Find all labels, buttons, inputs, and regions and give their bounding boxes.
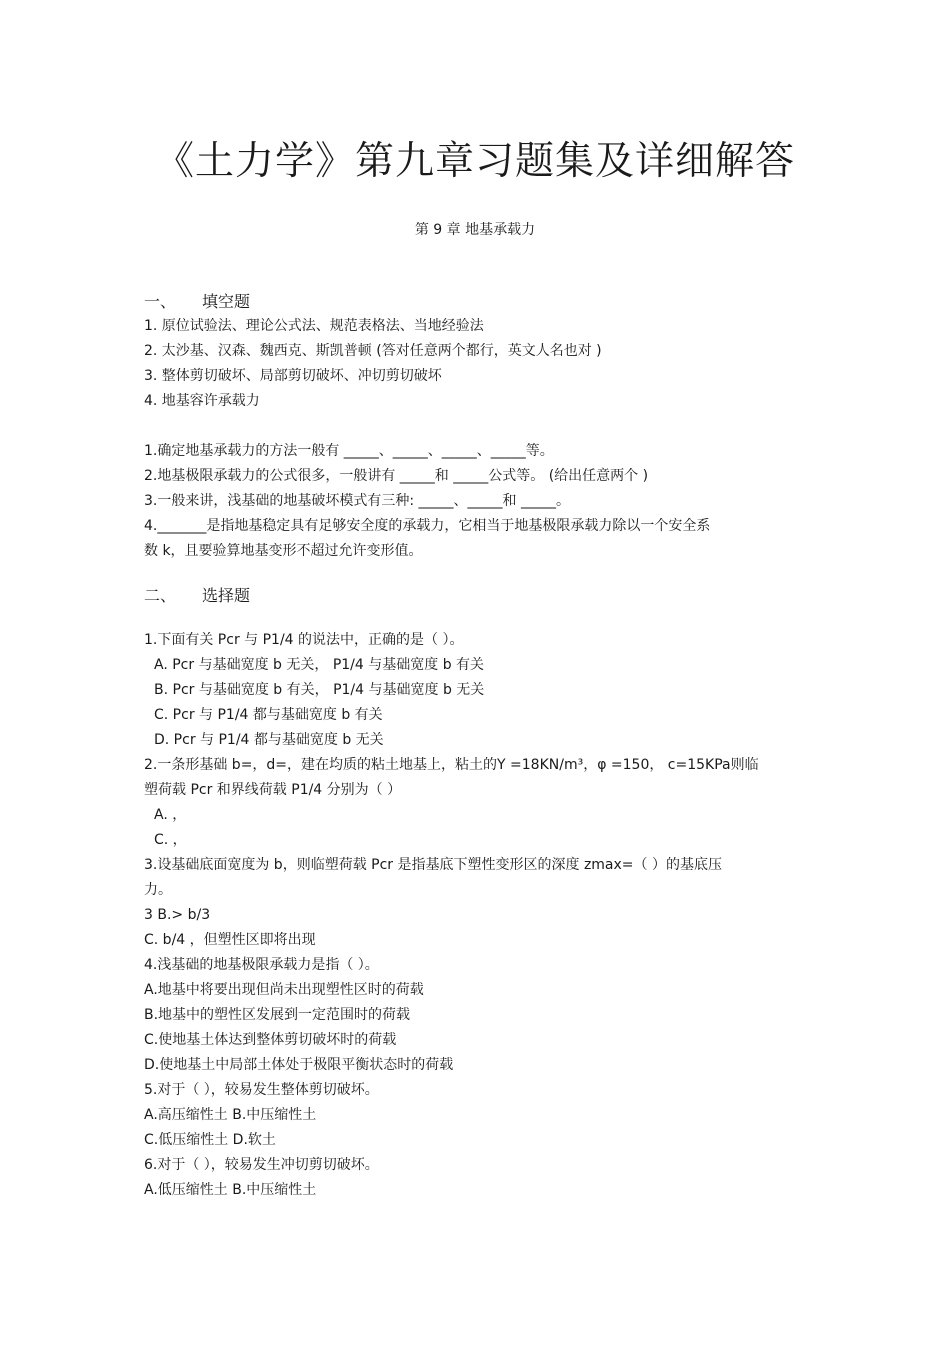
section-choice-heading [144,584,824,608]
section-title: 选择题 [202,586,251,605]
section-number: 一、 [144,292,177,311]
question-line: 3.一般来讲，浅基础的地基破坏模式有三种: _____、_____和 _____。 [144,493,570,509]
choice-option: C.低压缩性土 D.软土 [144,1132,276,1148]
choice-option: D.使地基土中局部土体处于极限平衡状态时的荷载 [144,1057,454,1073]
question-line: 2.地基极限承载力的公式很多，一般讲有 _____和 _____公式等。 (给出任意两个 ) [144,468,649,484]
question-line: 数 k，且要验算地基变形不超过允许变形值。 [144,543,423,559]
choice-line: 2.一条形基础 b=，d=，建在均质的粘土地基上，粘土的Y =18KN/m³，φ =150， c=15KPa则临 [144,757,759,773]
section-number: 二、 [144,586,177,605]
choice-option: 3 B.> b/3 [144,907,211,923]
choice-option: A. Pcr 与基础宽度 b 无关， P1/4 与基础宽度 b 有关 [154,657,485,673]
question-line: 1.确定地基承载力的方法一般有 _____、_____、_____、_____等。 [144,443,554,459]
document-body [144,290,824,1203]
answer-line: 3. 整体剪切破坏、局部剪切破坏、冲切剪切破坏 [144,368,442,384]
section-title: 填空题 [202,292,251,311]
choice-option: C. ， [154,832,187,848]
document-title: 《土力学》第九章习题集及详细解答 [154,139,795,184]
choice-option: D. Pcr 与 P1/4 都与基础宽度 b 无关 [154,732,384,748]
choice-option: A.高压缩性土 B.中压缩性土 [144,1107,317,1123]
choice-line: 4.浅基础的地基极限承载力是指（ ）。 [144,957,379,973]
chapter-subtitle: 第 9 章 地基承载力 [414,222,536,238]
choice-option: A.低压缩性土 B.中压缩性土 [144,1182,317,1198]
choice-option: C. b/4 ，但塑性区即将出现 [144,932,316,948]
choice-line: 塑荷载 Pcr 和界线荷载 P1/4 分别为（ ） [144,782,402,798]
choice-option: A. ， [154,807,187,823]
answer-line: 1. 原位试验法、理论公式法、规范表格法、当地经验法 [144,318,484,334]
choice-line: 力。 [144,882,172,898]
choice-option: C. Pcr 与 P1/4 都与基础宽度 b 有关 [154,707,383,723]
answer-line: 2. 太沙基、汉森、魏西克、斯凯普顿 (答对任意两个都行，英文人名也对 ) [144,343,602,359]
choice-line: 3.设基础底面宽度为 b，则临塑荷载 Pcr 是指基底下塑性变形区的深度 zmax=（ ）的基底压 [144,857,722,873]
question-line: 4._______是指地基稳定具有足够安全度的承载力，它相当于地基极限承载力除以一个安全系 [144,518,711,534]
choice-option: B. Pcr 与基础宽度 b 有关， P1/4 与基础宽度 b 无关 [154,682,485,698]
choice-option: C.使地基土体达到整体剪切破坏时的荷载 [144,1032,397,1048]
choice-line: 1.下面有关 Pcr 与 P1/4 的说法中，正确的是（ ）。 [144,632,464,648]
choice-line: 5.对于（ ），较易发生整体剪切破坏。 [144,1082,379,1098]
section-fill-blank-heading [144,290,824,314]
choice-option: B.地基中的塑性区发展到一定范围时的荷载 [144,1007,411,1023]
choice-option: A.地基中将要出现但尚未出现塑性区时的荷载 [144,982,424,998]
choice-line: 6.对于（ ），较易发生冲切剪切破坏。 [144,1157,379,1173]
answer-line: 4. 地基容许承载力 [144,393,260,409]
